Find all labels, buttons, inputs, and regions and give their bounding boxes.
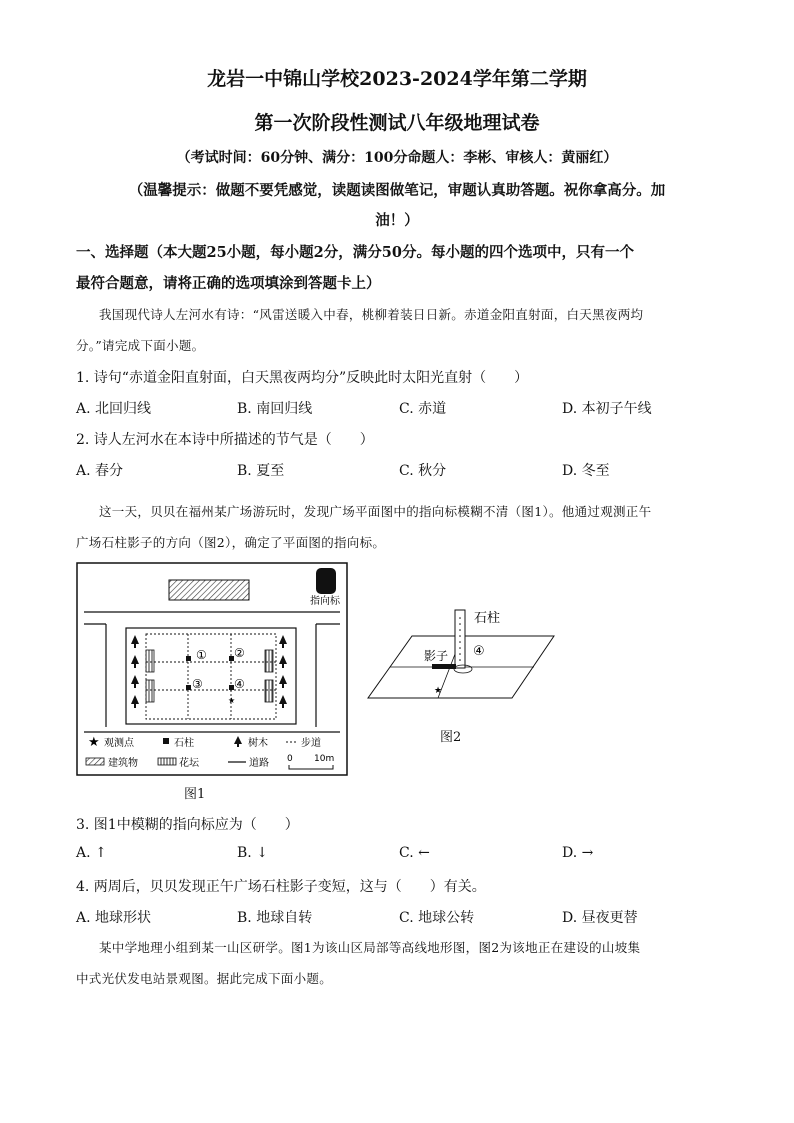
q3-option-d[interactable]: D. →: [562, 845, 594, 861]
q2-option-d[interactable]: D. 冬至: [562, 463, 610, 479]
passage1-line2: 分。”请完成下面小题。: [76, 338, 205, 353]
q3-stem: 3. 图1中模糊的指向标应为（ ）: [76, 817, 299, 833]
q1-stem: 1. 诗句“赤道金阳直射面，白天黑夜两均分”反映此时太阳光直射（ ）: [76, 370, 529, 386]
legend-path: 步道: [301, 738, 321, 749]
marker-4: ④: [234, 677, 245, 691]
q2-option-a[interactable]: A. 春分: [76, 463, 124, 479]
observe-point-star-icon: ★: [228, 696, 236, 705]
q1-option-d[interactable]: D. 本初子午线: [562, 401, 652, 417]
q4-option-a[interactable]: A. 地球形状: [76, 910, 152, 926]
passage3-line1: 某中学地理小组到某一山区研学。图1为该山区局部等高线地形图，图2为该地正在建设的山坡集: [99, 940, 641, 955]
legend-tree: 树木: [248, 738, 268, 749]
passage2-line1: 这一天，贝贝在福州某广场游玩时，发现广场平面图中的指向标模糊不清（图1）。他通过观测正午: [99, 504, 652, 519]
legend-pillar: 石柱: [174, 738, 194, 749]
legend-star-icon: ★: [88, 735, 100, 750]
exam-info: （考试时间：60分钟、满分：100分命题人：李彬、审核人：黄丽红）: [176, 150, 618, 166]
marker-1: ①: [196, 648, 207, 662]
legend-building-icon: [86, 758, 104, 765]
passage2-line2: 广场石柱影子的方向（图2），确定了平面图的指向标。: [76, 535, 386, 550]
q1-option-a[interactable]: A. 北回归线: [76, 401, 152, 417]
exam-title-line1: 龙岩一中锦山学校2023-2024学年第二学期: [207, 68, 587, 90]
observe-point-star-icon: ★: [434, 686, 443, 696]
legend-observe: 观测点: [104, 738, 134, 749]
legend-road: 道路: [249, 758, 269, 769]
passage1-line1: 我国现代诗人左河水有诗：“风雷送暖入中春，桃柳着装日日新。赤道金阳直射面，白天黑夜两均: [99, 307, 644, 322]
q1-option-c[interactable]: C. 赤道: [399, 401, 447, 417]
legend-flowerbed-icon: [158, 758, 176, 765]
building-shape: [169, 580, 249, 600]
q2-stem: 2. 诗人左河水在本诗中所描述的节气是（ ）: [76, 432, 374, 448]
marker-2: ②: [234, 646, 245, 660]
q3-option-c[interactable]: C. ←: [399, 845, 430, 861]
north-label: 指向标: [310, 596, 340, 607]
q3-option-b[interactable]: B. ↓: [237, 845, 268, 861]
q4-stem: 4. 两周后，贝贝发现正午广场石柱影子变短，这与（ ）有关。: [76, 879, 486, 895]
section-heading-line1: 一、选择题（本大题25小题，每小题2分，满分50分。每小题的四个选项中，只有一个: [76, 244, 634, 261]
figure1-plaza-map: [76, 562, 348, 780]
q4-option-c[interactable]: C. 地球公转: [399, 910, 475, 926]
q2-option-b[interactable]: B. 夏至: [237, 463, 285, 479]
q3-option-a[interactable]: A. ↑: [76, 845, 107, 861]
legend-flowerbed: 花坛: [179, 758, 199, 769]
scale-zero: 0: [287, 754, 293, 764]
figure2-pillar-shadow: [362, 600, 562, 710]
marker-3: ③: [192, 677, 203, 691]
q1-option-b[interactable]: B. 南回归线: [237, 401, 313, 417]
exam-title-line2: 第一次阶段性测试八年级地理试卷: [254, 112, 540, 134]
passage3-line2: 中式光伏发电站景观图。据此完成下面小题。: [76, 971, 333, 986]
shadow-shape: [432, 664, 456, 669]
section-heading-line2: 最符合题意，请将正确的选项填涂到答题卡上）: [76, 275, 381, 292]
tip-line2: 油！）: [375, 212, 419, 229]
legend-pillar-icon: [163, 738, 169, 744]
q2-option-c[interactable]: C. 秋分: [399, 463, 447, 479]
figure1-caption: 图1: [184, 787, 206, 802]
q4-option-d[interactable]: D. 昼夜更替: [562, 910, 638, 926]
tip-line1: （温馨提示：做题不要凭感觉，读题读图做笔记，审题认真助答题。祝你拿高分。加: [128, 182, 666, 199]
figure2-marker: ④: [473, 644, 485, 659]
blurred-north-arrow-icon: [316, 568, 336, 594]
pillar-label: 石柱: [474, 611, 501, 626]
figure2-caption: 图2: [440, 730, 462, 745]
q4-option-b[interactable]: B. 地球自转: [237, 910, 313, 926]
legend-building: 建筑物: [108, 758, 138, 769]
shadow-label: 影子: [424, 649, 449, 663]
scale-end: 10m: [314, 754, 335, 764]
